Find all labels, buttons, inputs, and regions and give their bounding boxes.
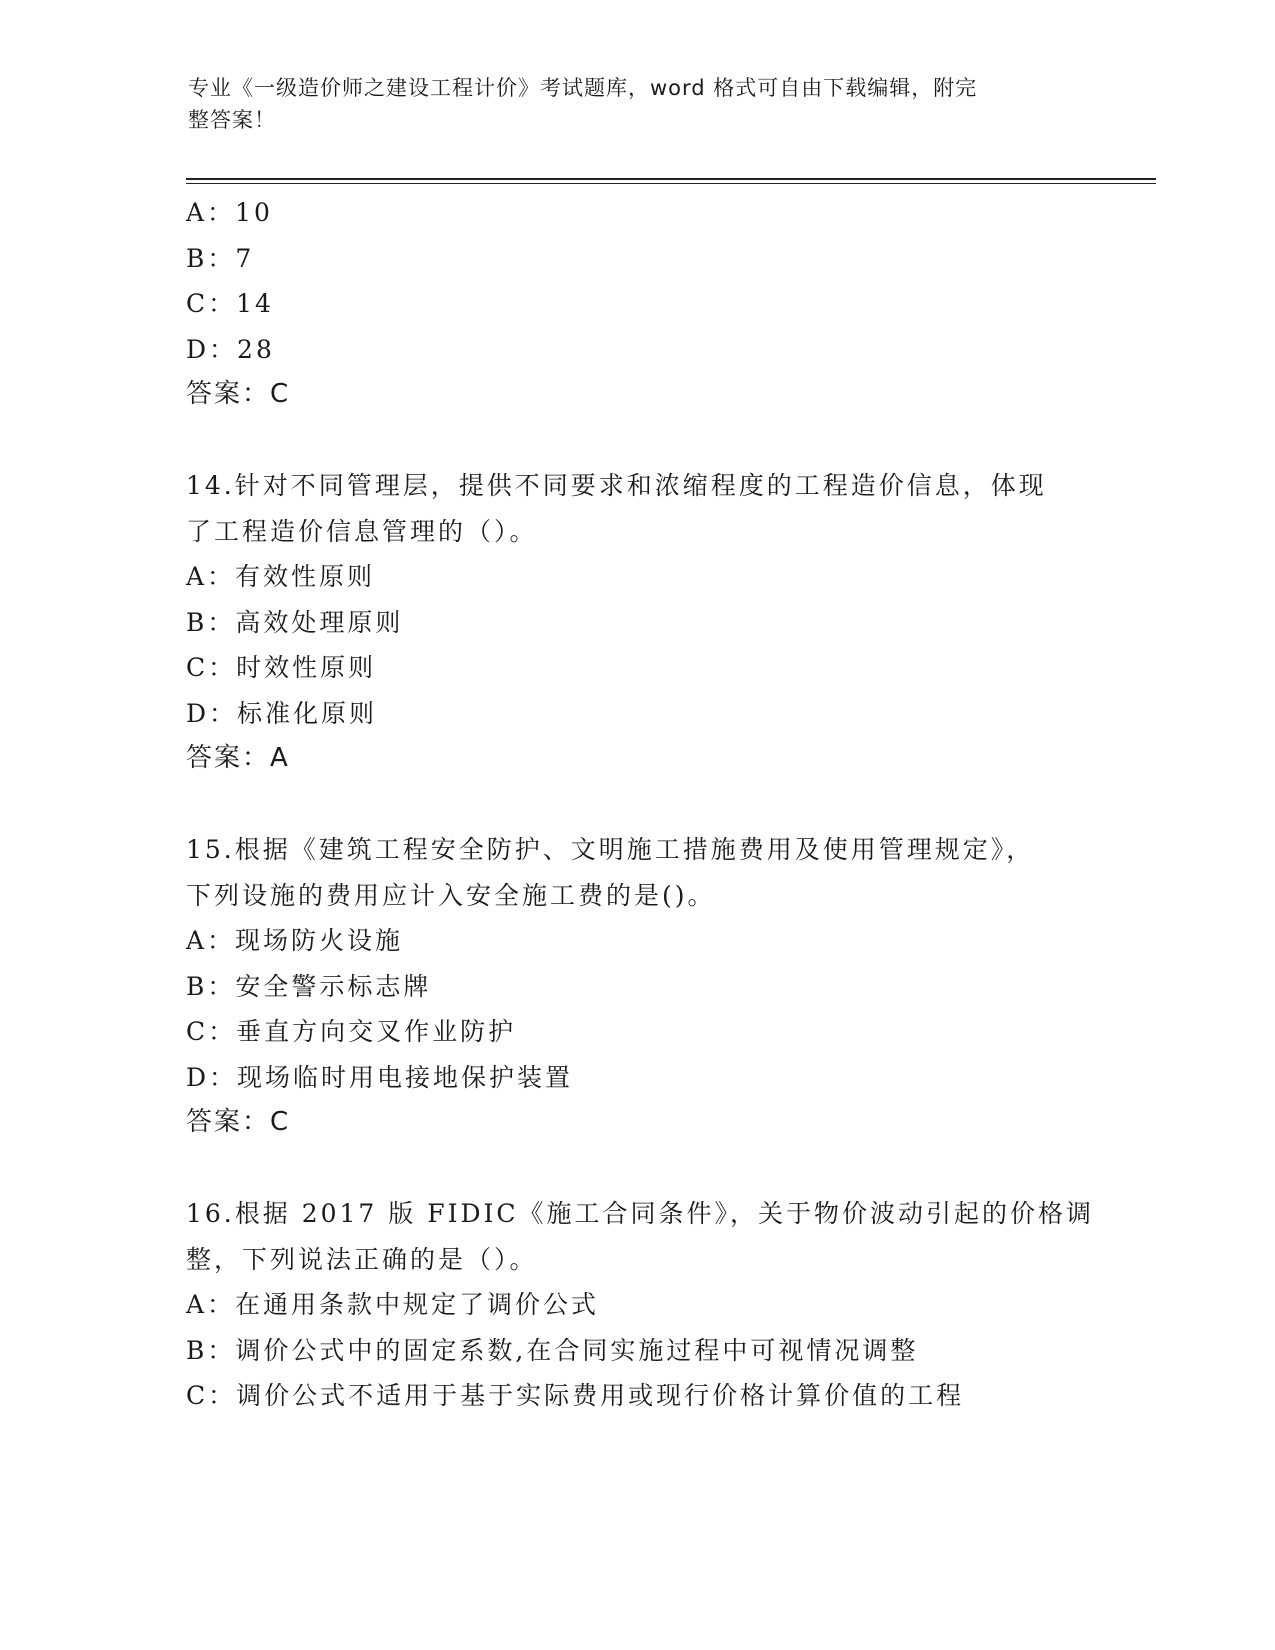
option-d: D：标准化原则 — [186, 698, 378, 728]
option-c: C：垂直方向交叉作业防护 — [186, 1017, 517, 1046]
header-rule-thin — [186, 183, 1156, 184]
option-c: C：调价公式不适用于基于实际费用或现行价格计算价值的工程 — [186, 1381, 965, 1410]
question-list — [186, 190, 1094, 1419]
option-c: C：时效性原则 — [186, 653, 377, 682]
option-b: B：高效处理原则 — [186, 607, 404, 637]
option-a: A：现场防火设施 — [186, 926, 404, 955]
header-rule-thick — [186, 178, 1156, 180]
spacer — [186, 1146, 1086, 1192]
question-stem-line-2: 了工程造价信息管理的（）。 — [186, 516, 538, 546]
option-c: C：14 — [186, 289, 274, 318]
question-13-continuation — [186, 190, 1086, 418]
spacer — [186, 782, 1086, 828]
question-15 — [186, 827, 1086, 1146]
option-b: B：安全警示标志牌 — [186, 971, 432, 1001]
question-14 — [186, 463, 1086, 782]
option-d: D：28 — [186, 334, 275, 364]
answer: 答案：A — [186, 743, 290, 773]
header-line-1: 专业《一级造价师之建设工程计价》考试题库，word 格式可自由下载编辑，附完 — [188, 76, 978, 100]
question-stem-line-2: 下列设施的费用应计入安全施工费的是()。 — [186, 880, 716, 910]
header-line-2: 整答案！ — [188, 108, 276, 132]
option-a: A：有效性原则 — [186, 562, 376, 591]
question-stem-line-1: 16.根据 2017 版 FIDIC《施工合同条件》，关于物价波动引起的价格调 — [186, 1199, 1094, 1228]
question-stem-line-1: 15.根据《建筑工程安全防护、文明施工措施费用及使用管理规定》， — [186, 835, 1035, 864]
option-d: D：现场临时用电接地保护装置 — [186, 1062, 574, 1092]
answer: 答案：C — [186, 1107, 291, 1137]
option-a: A：10 — [186, 198, 273, 227]
document-header — [188, 72, 1068, 136]
option-b: B：调价公式中的固定系数,在合同实施过程中可视情况调整 — [186, 1335, 919, 1365]
question-stem-line-1: 14.针对不同管理层，提供不同要求和浓缩程度的工程造价信息，体现 — [186, 471, 1047, 500]
option-b: B：7 — [186, 243, 255, 273]
answer: 答案：C — [186, 379, 291, 409]
option-a: A：在通用条款中规定了调价公式 — [186, 1290, 600, 1319]
spacer — [186, 418, 1086, 464]
question-16 — [186, 1191, 1094, 1419]
question-stem-line-2: 整，下列说法正确的是（）。 — [186, 1244, 538, 1274]
